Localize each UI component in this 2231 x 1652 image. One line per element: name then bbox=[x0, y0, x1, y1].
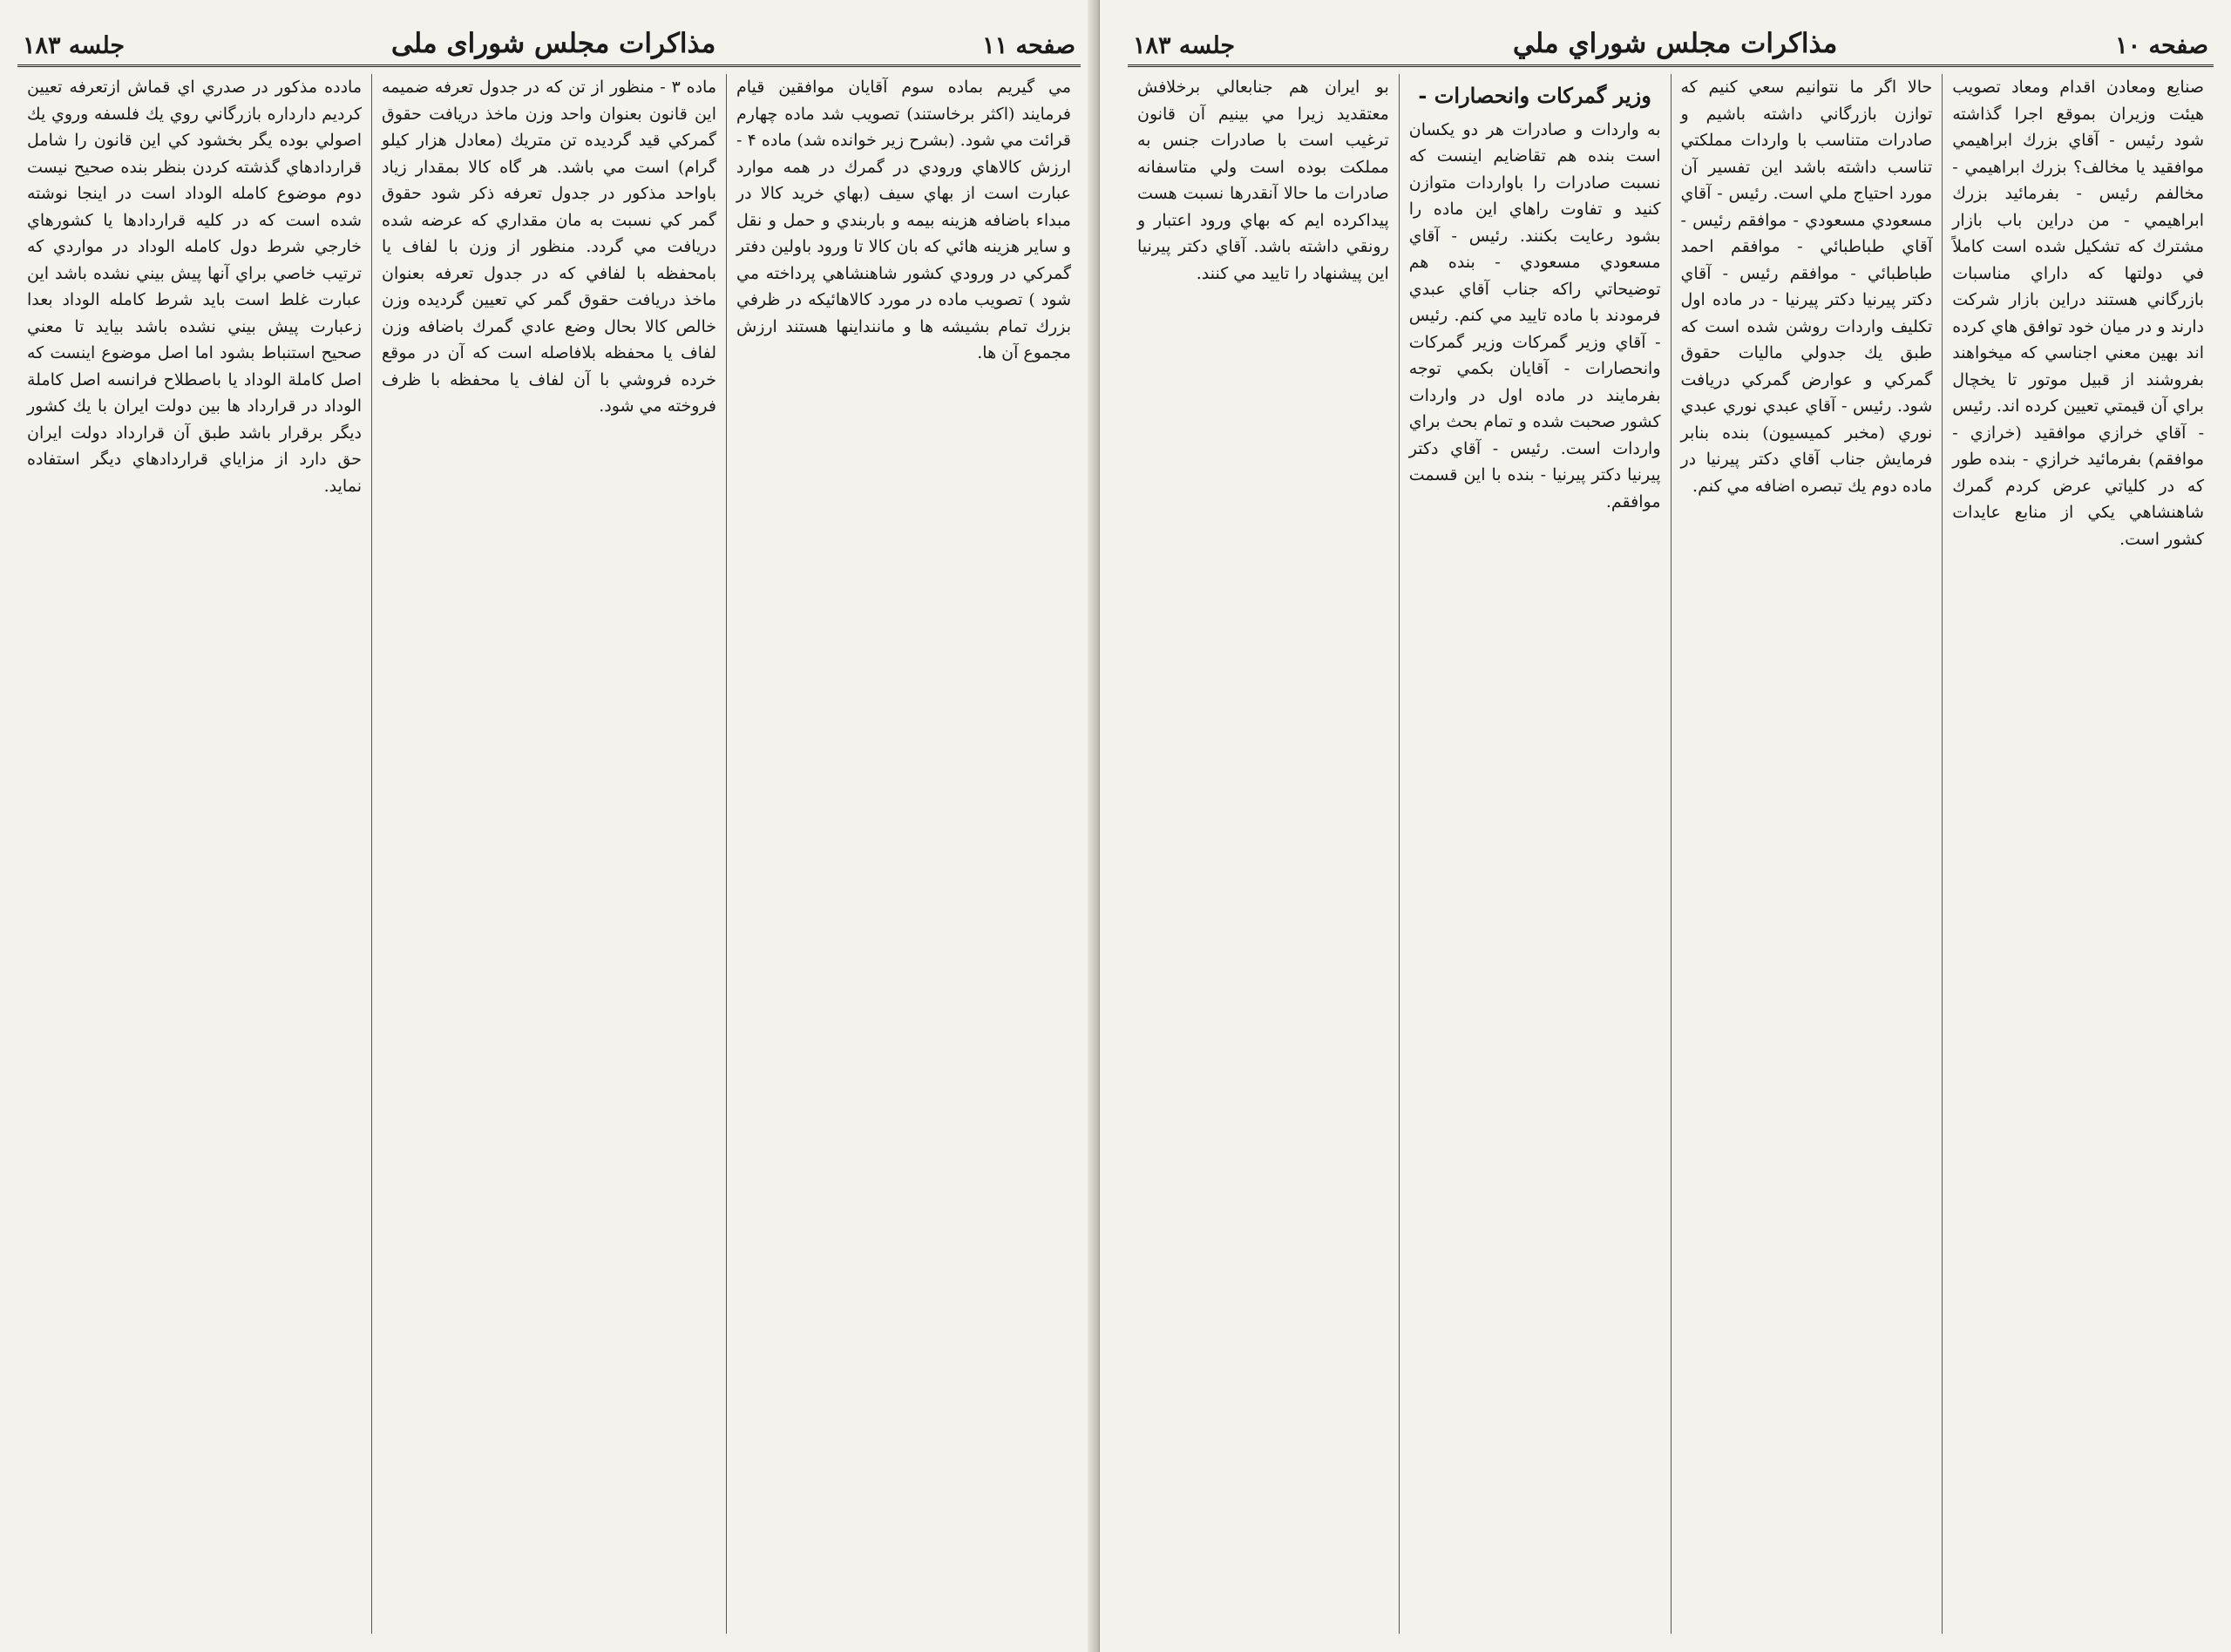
left-page-columns bbox=[17, 74, 1081, 1634]
column-text: ماده ۳ - منظور از تن كه در جدول تعرفه ضميمه اين قانون بعنوان واحد وزن ماخذ دريافت حقوق گمركي قيد گرديده تن متريك (معادل هزار كيلو گرام) است مي باشد. هر گاه كالا بمقدار زياد باواحد مذكور در جدول تعرفه ذكر شود حقوق گمر كي نسبت به مان مقداري كه عرضه شده دريافت مي گردد. منظور از وزن با لفاف يا بامحفظه با لفافي كه در جدول تعرفه بعنوان ماخذ دريافت حقوق گمر كي تعيين گرديده وزن خالص كالا بحال وضع عادي گمرك باضافه وزن لفاف يا محفظه بلافاصله است كه آن در موقع خرده فروشي با آن لفاف يا محفظه با ظرف فروخته مي شود. bbox=[382, 78, 717, 416]
session-number: جلسه ۱۸۳ bbox=[1133, 32, 1236, 59]
column-text: مادده مذكور در صدري اي قماش ازتعرفه تعيين كرديم دارداره بازرگاني روي يك فلسفه وروي يك اصولي بوده يگر بخشود كي اين قانون را شامل قراردادهاي گذشته كردن بنظر بنده صحيح نيست دوم موضوع كامله الوداد است در اينجا نوشته شده است كه در كليه قراردادها يا كشورهاي خارجي شرط دول كامله الوداد در مواردي كه ترتيب خاصي براي آنها پيش بيني نشده باشد اين عبارت غلط است بايد شرط كامله الوداد بعدا زعبارت پيش بيني نشده باشد بيايد تا معني صحيح استنباط بشود اما اصل موضوع اينست كه اصل كاملة الوداد يا باصطلاح فرانسه اصل كاملة الوداد در قرارداد ها بين دولت ايران با يك كشور ديگر برقرار باشد طبق آن قرارداد دولت ايران حق دارد از مزاياي قراردادهاي ديگر استفاده نمايد. bbox=[27, 78, 362, 496]
right-page bbox=[1100, 0, 2231, 1652]
section-heading: وزير گمركات وانحصارات - bbox=[1418, 83, 1651, 108]
text-column bbox=[17, 74, 371, 1634]
text-column bbox=[1128, 74, 1399, 1634]
right-page-header bbox=[1128, 24, 2214, 67]
column-text: صنايع ومعادن اقدام ومعاد تصويب هيئت وزيران بموقع اجرا گذاشته شود رئيس - آقاي بزرك ابراهيمي موافقيد يا مخالف؟ بزرك ابراهيمي - مخالفم رئيس - بفرمائيد بزرك ابراهيمي - من دراين باب بازار مشترك كه تشكيل شده است كاملاً في دولتها كه داراي مناسبات بازرگاني هستند دراين بازار شركت دارند و در ميان خود توافق هاي كرده اند بهين معني اجناسي كه ميخواهند بفروشند از قبيل موتور تا يخچال براي آن قيمتي تعيين كرده اند. رئيس - آقاي خرازي موافقيد (خرازي - موافقم) بفرمائيد خرازي - بنده طور كه در كلياتي عرض كردم گمرك شاهنشاهي يكي از منابع عايدات كشور است. bbox=[1952, 78, 2204, 549]
text-column bbox=[1942, 74, 2214, 1634]
text-column bbox=[726, 74, 1081, 1634]
column-text: مي گيريم بماده سوم آقايان موافقين قيام فرمايند (اكثر برخاستند) تصويب شد ماده چهارم قرائت مي شود. (بشرح زير خوانده شد) ماده ۴ - ارزش كالاهاي ورودي در گمرك در همه موارد عبارت است از بهاي سيف (بهاي خريد كالا در مبداء باضافه هزينه بيمه و باربندي و حمل و نقل و ساير هزينه هائي كه بان كالا تا ورود باولين دفتر گمركي در ورودي كشور شاهنشاهي پرداخته مي شود ) تصويب ماده در مورد كالاهائيكه در ظرفي بزرك تمام بشيشه ها و ماننداينها هستند ارزش مجموع آن ها. bbox=[736, 78, 1071, 362]
column-text: به واردات و صادرات هر دو يكسان است بنده هم تقاضايم اينست كه نسبت صادرات را باواردات متوازن كنيد و تفاوت راهاي اين ماده را بشود رعايت بكنند. رئيس - آقاي مسعودي مسعودي - بنده هم توضيحاتي راكه جناب آقاي عبدي فرمودند با ماده تاييد مي كنم. رئيس - آقاي وزير گمركات وزير گمركات وانحصارات - آقايان بكمي توجه بفرمايند در ماده اول در واردات كشور صحبت شده و تمام بحث براي واردات است. رئيس - آقاي دكتر پيرنيا دكتر پيرنيا - بنده با اين قسمت موافقم. bbox=[1408, 119, 1661, 511]
page-number: صفحه ۱۱ bbox=[982, 32, 1075, 59]
page-title: مذاکرات مجلس شورای ملی bbox=[390, 28, 716, 59]
text-column bbox=[1399, 74, 1671, 1634]
page-title: مذاكرات مجلس شوراي ملي bbox=[1512, 28, 1838, 59]
session-number: جلسه ۱۸۳ bbox=[23, 32, 125, 59]
page-number: صفحه ۱۰ bbox=[2115, 32, 2208, 59]
column-text: بو ايران هم جنابعالي برخلافش معتقديد زيرا مي بينيم آن قانون ترغيب است با صادرات جنس به مملكت بوده است ولي متاسفانه صادرات ما حالا آنقدرها نسبت هست پيداكرده ايم كه بهاي ورود اعتبار و رونقي داشته باشد. آقاي دكتر پيرنيا اين پيشنهاد را تاييد مي كنند. bbox=[1137, 78, 1389, 283]
left-page bbox=[0, 0, 1100, 1652]
text-column bbox=[1671, 74, 1943, 1634]
column-text: حالا اگر ما نتوانيم سعي كنيم كه توازن بازرگاني داشته باشيم و صادرات متناسب با واردات مملكتي تناسب داشته باشد اين تفسير آن مورد احتياج ملي است. رئيس - آقاي مسعودي مسعودي - موافقم رئيس - آقاي طباطبائي - موافقم احمد طباطبائي - موافقم رئيس - آقاي دكتر پيرنيا دكتر پيرنيا - در ماده اول تكليف واردات روشن شده است كه طبق يك جدولي ماليات حقوق گمركي و عوارض گمركي دريافت شود. رئيس - آقاي عبدي نوري عبدي نوري (مخبر كميسيون) بنده بنابر فرمايش جناب آقاي دكتر پيرنيا در ماده دوم يك تبصره اضافه مي كنم. bbox=[1680, 78, 1933, 496]
text-column bbox=[371, 74, 726, 1634]
right-page-columns bbox=[1128, 74, 2214, 1634]
left-page-header bbox=[17, 24, 1081, 67]
